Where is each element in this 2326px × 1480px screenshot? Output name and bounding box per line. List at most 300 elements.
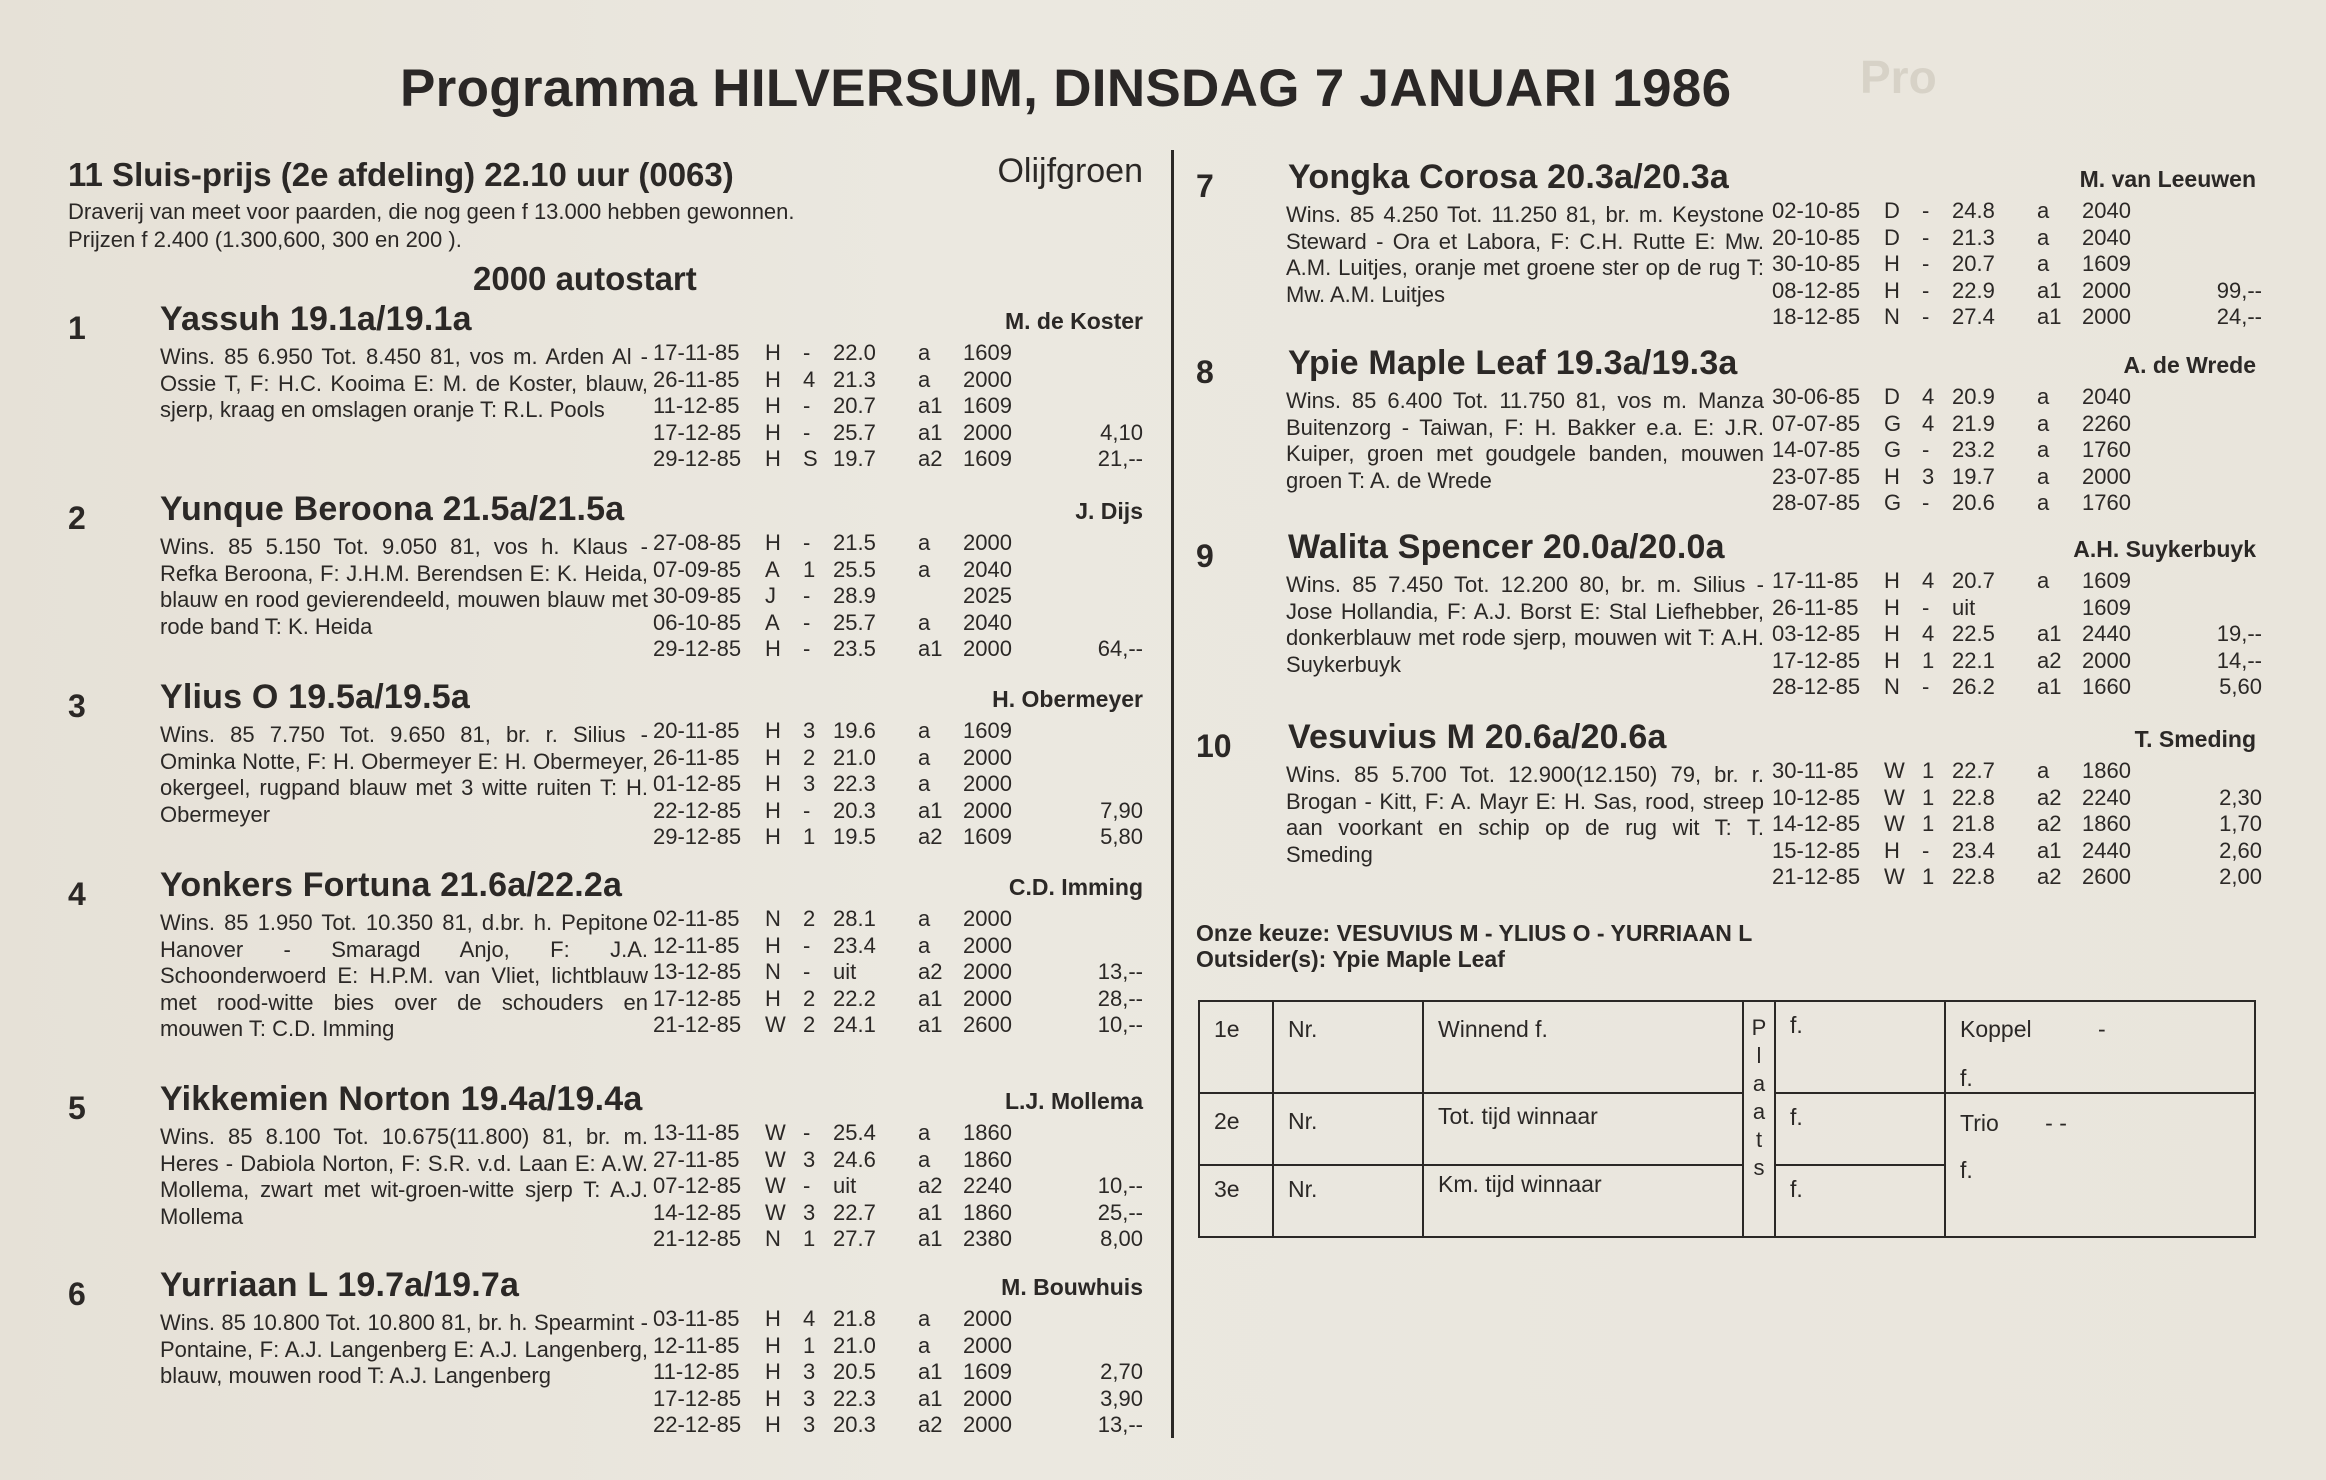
result-track: H [765, 1412, 781, 1437]
horse-number: 8 [1196, 354, 1214, 390]
winner-payout-label: Winnend f. [1423, 1001, 1743, 1093]
result-row [1772, 648, 2262, 675]
result-date: 11-12-85 [653, 393, 740, 418]
result-distance: 1760 [2082, 437, 2131, 462]
result-date: 27-08-85 [653, 530, 742, 555]
result-row [653, 1386, 1143, 1413]
result-distance: 2025 [963, 583, 1012, 608]
result-position: - [1922, 198, 1930, 223]
result-distance: 1609 [963, 824, 1012, 849]
result-time: 22.3 [833, 1385, 876, 1411]
result-distance: 2240 [2082, 784, 2131, 810]
result-distance: 2040 [963, 609, 1012, 635]
plaats-letter: t [1755, 1127, 1763, 1152]
result-distance: 2440 [2082, 621, 2131, 646]
result-row [653, 824, 1143, 851]
result-start: a1 [918, 985, 943, 1011]
result-start: a [918, 906, 931, 931]
plaats-letter: a [1752, 1099, 1766, 1124]
result-start: a [918, 1306, 931, 1331]
result-date: 22-12-85 [653, 797, 742, 823]
result-distance: 2260 [2082, 410, 2131, 436]
result-distance: 2440 [2082, 837, 2131, 863]
result-start: a2 [918, 446, 943, 471]
result-time: 21.9 [1952, 410, 1995, 436]
result-date: 07-12-85 [653, 1173, 742, 1198]
result-date: 17-12-85 [1772, 647, 1861, 673]
bleed-through-text: Pro [1860, 51, 1937, 103]
result-distance: 2000 [963, 906, 1012, 931]
result-time: 21.8 [1952, 811, 1995, 836]
result-track: H [765, 340, 781, 365]
result-distance: 2040 [2082, 384, 2131, 409]
result-distance: 1609 [963, 393, 1012, 418]
result-time: 20.7 [833, 393, 876, 418]
result-time: 22.1 [1952, 647, 1995, 673]
horse-name: Yikkemien Norton 19.4a/19.4a [160, 1080, 643, 1118]
result-distance: 1609 [2082, 594, 2131, 620]
result-row [653, 745, 1143, 772]
result-start: a [2037, 463, 2050, 489]
past-results [653, 1306, 1143, 1439]
result-time: 28.1 [833, 906, 876, 931]
result-odds: 2,60 [2219, 837, 2262, 863]
result-track: H [765, 985, 781, 1011]
result-row [653, 1359, 1143, 1386]
result-distance: 1609 [963, 340, 1012, 365]
result-date: 28-12-85 [1772, 674, 1861, 699]
result-distance: 2000 [963, 419, 1012, 445]
result-start: a [2037, 198, 2050, 223]
result-position: - [803, 393, 811, 418]
result-track: H [1884, 621, 1900, 646]
result-row [653, 1412, 1143, 1439]
result-track: H [1884, 251, 1900, 276]
result-time: 22.7 [1952, 758, 1995, 783]
result-position: - [803, 932, 811, 958]
result-row [1772, 384, 2262, 411]
trio-dashes: - - [2045, 1110, 2067, 1136]
result-track: H [765, 1359, 781, 1384]
result-distance: 2000 [2082, 304, 2131, 329]
result-odds: 10,-- [1097, 1173, 1143, 1198]
result-track: W [1884, 864, 1905, 889]
result-start: a1 [918, 1226, 943, 1251]
result-position: 4 [1922, 621, 1935, 646]
result-distance: 2600 [963, 1012, 1012, 1037]
result-time: 21.3 [1952, 224, 1995, 250]
result-track: W [765, 1199, 786, 1225]
result-time: 21.3 [833, 366, 876, 392]
result-position: 3 [803, 1412, 816, 1437]
result-time: 24.1 [833, 1012, 876, 1037]
result-row [653, 420, 1143, 447]
result-position: S [803, 446, 818, 471]
result-track: N [1884, 674, 1900, 699]
result-time: 20.9 [1952, 384, 1995, 409]
result-distance: 1860 [2082, 758, 2131, 783]
result-track: W [1884, 811, 1905, 836]
result-row [1772, 674, 2262, 701]
result-row [1772, 758, 2262, 785]
result-time: 21.0 [833, 744, 876, 770]
place-2: 2e [1199, 1093, 1273, 1165]
result-position: 1 [1922, 784, 1935, 810]
result-row [653, 583, 1143, 610]
result-date: 03-12-85 [1772, 621, 1861, 646]
outsiders [1196, 946, 1505, 973]
plaats-letter: l [1756, 1043, 1762, 1068]
result-start: a1 [918, 419, 943, 445]
result-track: H [765, 771, 781, 796]
result-odds: 2,70 [1100, 1359, 1143, 1384]
result-track: D [1884, 384, 1900, 409]
result-time: 19.7 [1952, 463, 1995, 489]
result-distance: 1609 [963, 718, 1012, 743]
result-row [1772, 811, 2262, 838]
result-date: 30-11-85 [1772, 758, 1859, 783]
result-row [653, 933, 1143, 960]
result-position: 3 [803, 1146, 816, 1172]
plaats-letter: s [1753, 1155, 1765, 1180]
result-odds: 10,-- [1097, 1012, 1143, 1037]
result-odds: 3,90 [1100, 1385, 1143, 1411]
result-odds: 99,-- [2216, 277, 2262, 303]
result-track: W [765, 1173, 786, 1198]
result-position: - [803, 609, 811, 635]
result-track: A [765, 556, 780, 582]
result-position: - [803, 340, 811, 365]
result-date: 12-11-85 [653, 932, 740, 958]
result-distance: 1660 [2082, 674, 2131, 699]
result-start: a1 [2037, 621, 2062, 646]
our-choice-value: VESUVIUS M - YLIUS O - YURRIAAN L [1336, 920, 1753, 946]
result-time: 22.0 [833, 340, 876, 365]
result-distance: 2000 [963, 744, 1012, 770]
result-distance: 1760 [2082, 490, 2131, 515]
result-distance: 2000 [963, 797, 1012, 823]
horse-number: 4 [68, 876, 86, 912]
result-row [653, 906, 1143, 933]
result-start: a [918, 718, 931, 743]
result-distance: 2000 [963, 636, 1012, 661]
result-position: 1 [1922, 864, 1935, 889]
place-3: 3e [1199, 1165, 1273, 1237]
plaats-letter: P [1751, 1015, 1767, 1040]
result-position: 1 [1922, 811, 1935, 836]
horse-trainer: A. de Wrede [2123, 352, 2256, 378]
result-row [653, 718, 1143, 745]
result-distance: 1609 [963, 1359, 1012, 1384]
past-results [1772, 568, 2262, 701]
result-position: 1 [1922, 647, 1935, 673]
result-distance: 2000 [963, 932, 1012, 958]
result-track: W [765, 1146, 786, 1172]
result-date: 06-10-85 [653, 609, 742, 635]
result-date: 01-12-85 [653, 771, 742, 796]
result-track: N [765, 906, 781, 931]
horse-name: Vesuvius M 20.6a/20.6a [1288, 718, 1667, 756]
result-time: 22.2 [833, 985, 876, 1011]
result-odds: 4,10 [1100, 419, 1143, 445]
result-position: 3 [1922, 463, 1935, 489]
result-start: a [918, 340, 931, 365]
result-time: 23.2 [1952, 437, 1995, 462]
result-track: H [1884, 463, 1900, 489]
result-time: 21.5 [833, 530, 876, 555]
result-row [653, 1012, 1143, 1039]
result-date: 17-11-85 [1772, 568, 1859, 593]
result-start: a [2037, 224, 2050, 250]
result-track: W [1884, 784, 1905, 810]
result-start: a1 [918, 797, 943, 823]
result-start: a2 [918, 1412, 943, 1437]
result-date: 17-12-85 [653, 985, 742, 1011]
result-position: 1 [803, 1226, 816, 1251]
place-1: 1e [1199, 1001, 1273, 1093]
result-start: a [2037, 437, 2050, 462]
result-date: 26-11-85 [1772, 594, 1859, 620]
result-start: a1 [2037, 304, 2062, 329]
result-date: 30-10-85 [1772, 251, 1861, 276]
result-time: 26.2 [1952, 674, 1995, 699]
result-row [653, 367, 1143, 394]
result-start: a2 [2037, 811, 2062, 836]
result-time: 27.7 [833, 1226, 876, 1251]
place-1-payout: f. [1775, 1001, 1945, 1093]
result-row [1772, 568, 2262, 595]
result-position: - [803, 797, 811, 823]
result-odds: 19,-- [2216, 621, 2262, 646]
result-position: 3 [803, 1199, 816, 1225]
horse-trainer: J. Dijs [1075, 498, 1143, 524]
horse-info: Wins. 85 10.800 Tot. 10.800 81, br. h. Spearmint - Pontaine, F: A.J. Langenberg E: A.J. Langenberg, blauw, mouwen rood T: A.J. Langenberg [160, 1310, 648, 1388]
result-start: a1 [918, 1012, 943, 1037]
result-distance: 2000 [963, 771, 1012, 796]
result-row [653, 798, 1143, 825]
result-odds: 64,-- [1097, 636, 1143, 661]
result-start: a1 [918, 636, 943, 661]
horse-name: Walita Spencer 20.0a/20.0a [1288, 528, 1725, 566]
horse-number: 9 [1196, 538, 1214, 574]
result-position: - [803, 959, 811, 984]
result-track: D [1884, 224, 1900, 250]
result-distance: 1860 [963, 1146, 1012, 1172]
result-start: a [918, 1332, 931, 1358]
result-position: 4 [803, 1306, 816, 1331]
result-start: a2 [918, 824, 943, 849]
result-date: 29-12-85 [653, 446, 742, 471]
result-position: - [803, 1173, 811, 1198]
result-row [653, 530, 1143, 557]
result-start: a1 [918, 1385, 943, 1411]
result-track: H [765, 1332, 781, 1358]
result-position: 2 [803, 744, 816, 770]
result-row [1772, 198, 2262, 225]
result-distance: 2040 [963, 556, 1012, 582]
result-distance: 2000 [963, 1385, 1012, 1411]
result-odds: 5,80 [1100, 824, 1143, 849]
result-start: a1 [2037, 837, 2062, 863]
result-distance: 2240 [963, 1173, 1012, 1198]
result-distance: 2000 [963, 1332, 1012, 1358]
result-row [653, 636, 1143, 663]
horse-info: Wins. 85 5.700 Tot. 12.900(12.150) 79, br. r. Brogan - Kitt, F: A. Mayr E: H. Sas, rood, streep aan voorkant en schip op de rug wit T: T. Smeding [1286, 762, 1764, 867]
result-position: - [1922, 674, 1930, 699]
result-position: 2 [803, 985, 816, 1011]
horse-name: Ylius O 19.5a/19.5a [160, 678, 470, 716]
result-start: a [2037, 410, 2050, 436]
past-results [653, 718, 1143, 851]
result-track: D [1884, 198, 1900, 223]
result-time: 24.8 [1952, 198, 1995, 223]
result-track: H [1884, 837, 1900, 863]
result-position: - [1922, 437, 1930, 462]
result-time: 23.4 [1952, 837, 1995, 863]
result-start: a [918, 744, 931, 770]
result-date: 14-07-85 [1772, 437, 1861, 462]
horse-trainer: C.D. Imming [1008, 874, 1143, 900]
result-distance: 2000 [963, 1306, 1012, 1331]
result-position: - [803, 1120, 811, 1145]
result-time: 20.7 [1952, 251, 1995, 276]
result-odds: 1,70 [2219, 811, 2262, 836]
result-date: 15-12-85 [1772, 837, 1861, 863]
horse-info: Wins. 85 6.400 Tot. 11.750 81, vos m. Manza Buitenzorg - Taiwan, F: H. Bakker e.a. E: J.R. Kuiper, groen met goudgele banden, mouwen groen T: A. de Wrede [1286, 388, 1764, 493]
result-time: 20.7 [1952, 568, 1995, 593]
result-distance: 1860 [963, 1120, 1012, 1145]
result-track: G [1884, 490, 1902, 515]
result-time: 21.0 [833, 1332, 876, 1358]
result-start: a [918, 932, 931, 958]
result-position: 3 [803, 771, 816, 796]
result-distance: 2000 [2082, 647, 2131, 673]
result-track: N [1884, 304, 1900, 329]
result-track: N [765, 1226, 781, 1251]
result-odds: 8,00 [1100, 1226, 1143, 1251]
result-distance: 1860 [2082, 811, 2131, 836]
result-date: 28-07-85 [1772, 490, 1861, 515]
result-time: 25.4 [833, 1120, 876, 1145]
horse-name: Yongka Corosa 20.3a/20.3a [1288, 158, 1729, 196]
result-row [1772, 595, 2262, 622]
result-odds: 7,90 [1100, 797, 1143, 823]
result-row [653, 1306, 1143, 1333]
result-start: a1 [918, 1359, 943, 1384]
result-row [653, 610, 1143, 637]
result-time: 22.3 [833, 771, 876, 796]
result-track: H [1884, 277, 1900, 303]
result-date: 30-09-85 [653, 583, 742, 608]
result-distance: 2380 [963, 1226, 1012, 1251]
result-track: H [1884, 594, 1900, 620]
result-position: 1 [803, 824, 816, 849]
koppel-cell [1945, 1001, 2255, 1093]
past-results [653, 530, 1143, 663]
place-3-nr: Nr. [1273, 1165, 1423, 1237]
result-row [653, 1120, 1143, 1147]
race-description [68, 198, 1143, 254]
result-position: - [803, 583, 811, 608]
result-date: 13-11-85 [653, 1120, 740, 1145]
result-position: 2 [803, 1012, 816, 1037]
result-row [653, 1333, 1143, 1360]
result-distance: 2000 [2082, 277, 2131, 303]
trio-payout: f. [1960, 1157, 1973, 1183]
result-start: a1 [918, 1199, 943, 1225]
result-track: H [765, 446, 781, 471]
horse-info: Wins. 85 6.950 Tot. 8.450 81, vos m. Arden Al - Ossie T, F: H.C. Kooima E: M. de Koster, blauw, sjerp, kraag en omslagen oranje T: R.L. Pools [160, 344, 648, 422]
result-distance: 2000 [2082, 463, 2131, 489]
result-date: 26-11-85 [653, 366, 740, 392]
horse-number: 2 [68, 500, 86, 536]
result-track: N [765, 959, 781, 984]
result-time: 20.3 [833, 1412, 876, 1437]
horse-number: 7 [1196, 168, 1214, 204]
result-date: 14-12-85 [653, 1199, 742, 1225]
horse-trainer: T. Smeding [2134, 726, 2256, 752]
result-time: 22.8 [1952, 864, 1995, 889]
result-start: a [2037, 758, 2050, 783]
result-start: a2 [2037, 864, 2062, 889]
result-position: 4 [1922, 410, 1935, 436]
outsiders-value: Ypie Maple Leaf [1332, 946, 1505, 972]
result-time: 22.8 [1952, 784, 1995, 810]
result-distance: 1609 [963, 446, 1012, 471]
result-start: a [2037, 568, 2050, 593]
result-date: 10-12-85 [1772, 784, 1861, 810]
result-odds: 24,-- [2216, 304, 2262, 329]
result-start: a [918, 366, 931, 392]
horse-trainer: M. de Koster [1004, 308, 1143, 334]
place-3-payout: f. [1775, 1165, 1945, 1237]
results-fill-in-table [1198, 1000, 2256, 1238]
result-start: a1 [918, 393, 943, 418]
horse-info: Wins. 85 8.100 Tot. 10.675(11.800) 81, br. m. Heres - Dabiola Norton, F: S.R. v.d. Laan E: A.W. Mollema, zwart met wit-groen-witte sjerp T: A.J. Mollema [160, 1124, 648, 1229]
horse-name: Yunque Beroona 21.5a/21.5a [160, 490, 625, 528]
result-distance: 2000 [963, 959, 1012, 984]
result-start: a2 [918, 1173, 943, 1198]
result-position: - [1922, 594, 1930, 620]
result-date: 13-12-85 [653, 959, 742, 984]
result-time: 23.4 [833, 932, 876, 958]
our-choice-label: Onze keuze: [1196, 920, 1331, 946]
our-choice [1196, 920, 1752, 947]
result-time: uit [1952, 594, 1976, 620]
result-position: 4 [1922, 568, 1935, 593]
result-time: 22.5 [1952, 621, 1995, 646]
past-results [653, 906, 1143, 1039]
result-distance: 2040 [2082, 198, 2131, 223]
result-date: 07-07-85 [1772, 410, 1861, 436]
result-time: uit [833, 959, 857, 984]
koppel-payout: f. [1960, 1065, 1973, 1091]
result-row [653, 1226, 1143, 1253]
horse-trainer: H. Obermeyer [992, 686, 1143, 712]
race-conditions: Draverij van meet voor paarden, die nog geen f 13.000 hebben gewonnen. [68, 199, 795, 224]
result-track: G [1884, 437, 1902, 462]
result-track: H [1884, 568, 1900, 593]
result-time: 27.4 [1952, 304, 1995, 329]
result-distance: 2000 [963, 530, 1012, 555]
result-date: 02-11-85 [653, 906, 740, 931]
result-track: H [765, 1306, 781, 1331]
result-date: 07-09-85 [653, 556, 742, 582]
result-time: 25.5 [833, 556, 876, 582]
result-track: A [765, 609, 780, 635]
horse-name: Ypie Maple Leaf 19.3a/19.3a [1288, 344, 1738, 382]
race-prizes: Prijzen f 2.400 (1.300,600, 300 en 200 ). [68, 227, 462, 252]
